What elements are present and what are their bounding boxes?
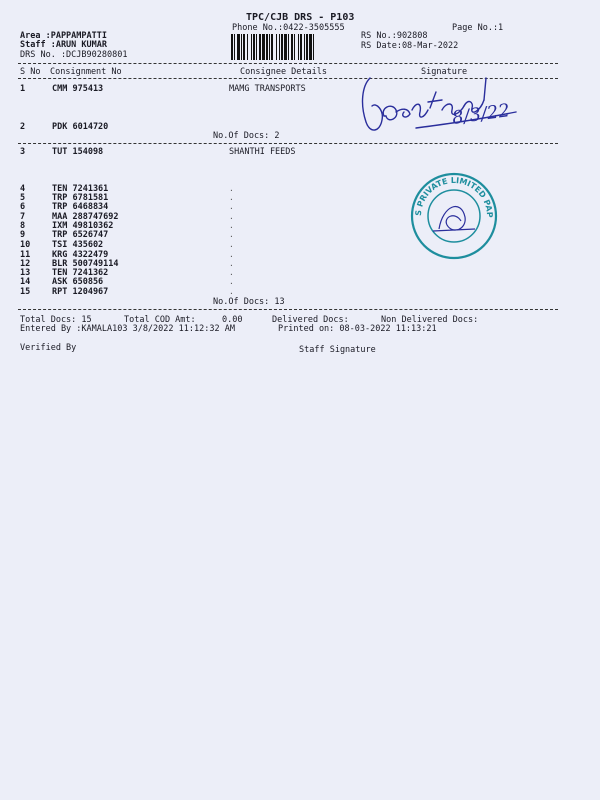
row-sno: 12 <box>20 259 31 269</box>
area-label: Area :PAPPAMPATTI <box>20 31 107 41</box>
barcode-bar <box>266 34 268 60</box>
column-consignment: Consignment No <box>50 67 122 77</box>
barcode-bar <box>313 34 314 60</box>
barcode-bar <box>306 34 308 60</box>
phone-number: Phone No.:0422-3505555 <box>232 23 345 33</box>
row-sno: 5 <box>20 193 26 203</box>
barcode-bar <box>241 34 242 60</box>
consignee-dot: . <box>229 230 234 239</box>
signature-date: 8/3/22 <box>450 100 512 129</box>
company-stamp <box>409 171 499 261</box>
barcode-bar <box>262 34 265 60</box>
barcode-bar <box>304 34 305 60</box>
row-sno: 9 <box>20 230 26 240</box>
consignee-dot: . <box>229 287 234 296</box>
row-consignee: MAMG TRANSPORTS <box>229 84 306 94</box>
barcode-bar <box>234 34 235 60</box>
barcode-bar <box>298 34 299 60</box>
barcode <box>229 34 355 60</box>
total-docs: Total Docs: 15 <box>20 315 92 325</box>
rs-date: RS Date:08-Mar-2022 <box>361 41 459 51</box>
row-consignment: RPT 1204967 <box>52 287 109 297</box>
divider <box>18 309 558 310</box>
row-sno: 6 <box>20 202 26 212</box>
barcode-bar <box>279 34 280 60</box>
barcode-bar <box>281 34 283 60</box>
barcode-bar <box>309 34 312 60</box>
row-sno: 4 <box>20 184 26 194</box>
row-consignment: TEN 7241361 <box>52 184 109 194</box>
barcode-bar <box>294 34 295 60</box>
row-consignment: KRG 4322479 <box>52 250 109 260</box>
svg-text:S PRIVATE LIMITED PAPPAM: S PRIVATE LIMITED PAP <box>413 175 495 218</box>
consignee-dot: . <box>229 268 234 277</box>
consignee-dot: . <box>229 212 234 221</box>
row-sno: 13 <box>20 268 31 278</box>
row-consignment: PDK 6014720 <box>52 122 109 132</box>
row-consignment: TRP 6468834 <box>52 202 109 212</box>
row-sno: 3 <box>20 147 26 157</box>
document-title: TPC/CJB DRS - P103 <box>246 12 355 23</box>
barcode-bar <box>251 34 252 60</box>
staff-label: Staff :ARUN KUMAR <box>20 40 107 50</box>
consignee-dot: . <box>229 259 234 268</box>
column-sno: S No <box>20 67 41 77</box>
barcode-bar <box>259 34 261 60</box>
group-doc-count: No.Of Docs: 13 <box>213 297 285 307</box>
group-doc-count: No.Of Docs: 2 <box>213 131 280 141</box>
column-consignee: Consignee Details <box>240 67 327 77</box>
consignee-dot: . <box>229 240 234 249</box>
row-consignment: BLR 500749114 <box>52 259 119 269</box>
total-cod-value: 0.00 <box>222 315 243 325</box>
row-consignment: TSI 435602 <box>52 240 104 250</box>
divider <box>18 63 558 64</box>
consignee-dot: . <box>229 221 234 230</box>
consignee-dot: . <box>229 250 234 259</box>
row-sno: 1 <box>20 84 26 94</box>
total-cod-label: Total COD Amt: <box>124 315 196 325</box>
barcode-bar <box>284 34 287 60</box>
barcode-bar <box>271 34 273 60</box>
row-consignment: IXM 49810362 <box>52 221 114 231</box>
row-sno: 14 <box>20 277 31 287</box>
row-consignment: MAA 288747692 <box>52 212 119 222</box>
row-sno: 15 <box>20 287 31 297</box>
drs-number: DRS No. :DCJB90280801 <box>20 50 128 60</box>
row-sno: 8 <box>20 221 26 231</box>
consignee-dot: . <box>229 184 234 193</box>
consignee-dot: . <box>229 193 234 202</box>
row-consignment: TEN 7241362 <box>52 268 109 278</box>
rs-number: RS No.:902808 <box>361 31 428 41</box>
row-consignment: CMM 975413 <box>52 84 104 94</box>
barcode-bar <box>243 34 245 60</box>
barcode-bar <box>276 34 277 60</box>
row-sno: 7 <box>20 212 26 222</box>
entered-by: Entered By :KAMALA103 3/8/2022 11:12:32 AM <box>20 324 235 334</box>
barcode-bar <box>269 34 270 60</box>
row-sno: 2 <box>20 122 26 132</box>
consignee-dot: . <box>229 277 234 286</box>
consignee-dot: . <box>229 202 234 211</box>
staff-signature-label: Staff Signature <box>299 345 376 355</box>
barcode-bar <box>300 34 302 60</box>
row-consignment: ASK 650856 <box>52 277 104 287</box>
row-sno: 11 <box>20 250 31 260</box>
page-number: Page No.:1 <box>452 23 504 33</box>
barcode-bar <box>237 34 240 60</box>
printed-on: Printed on: 08-03-2022 11:13:21 <box>278 324 437 334</box>
row-sno: 10 <box>20 240 31 250</box>
column-signature: Signature <box>421 67 468 77</box>
barcode-bar <box>291 34 293 60</box>
barcode-bar <box>288 34 289 60</box>
verified-by: Verified By <box>20 343 77 353</box>
row-consignment: TUT 154098 <box>52 147 104 157</box>
barcode-bar <box>253 34 255 60</box>
divider <box>18 143 558 144</box>
non-delivered-docs: Non Delivered Docs: <box>381 315 479 325</box>
barcode-bar <box>256 34 257 60</box>
row-consignment: TRP 6526747 <box>52 230 109 240</box>
barcode-bar <box>247 34 248 60</box>
row-consignment: TRP 6781581 <box>52 193 109 203</box>
delivered-docs: Delivered Docs: <box>272 315 349 325</box>
row-consignee: SHANTHI FEEDS <box>229 147 296 157</box>
barcode-bar <box>231 34 233 60</box>
